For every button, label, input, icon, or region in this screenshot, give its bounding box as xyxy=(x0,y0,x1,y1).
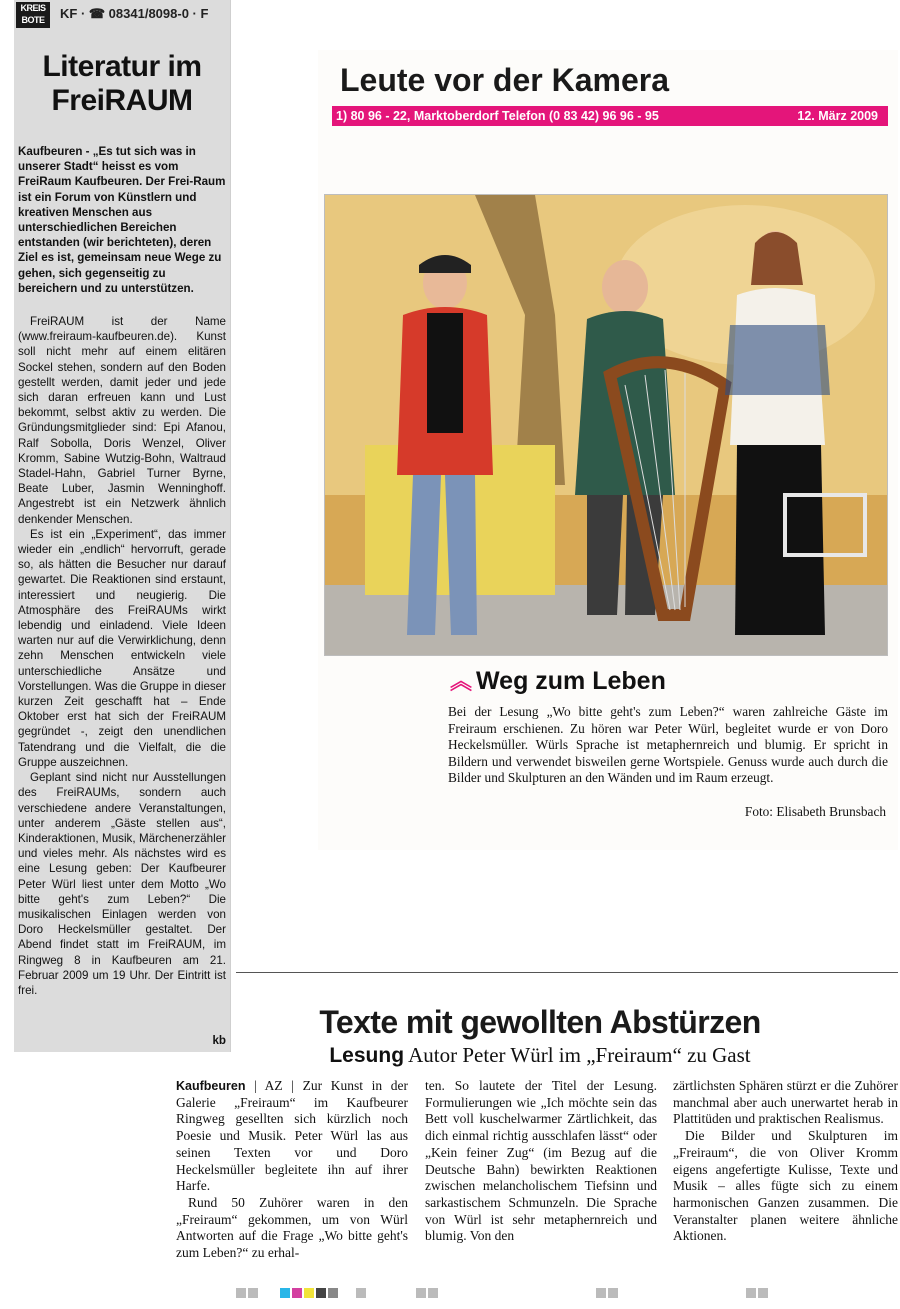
caption-headline xyxy=(450,664,666,699)
calibration-swatch xyxy=(316,1288,326,1298)
subtitle-text: Autor Peter Würl im „Freiraum“ zu Gast xyxy=(408,1043,751,1067)
calibration-swatch xyxy=(236,1288,246,1298)
calibration-swatch xyxy=(328,1288,338,1298)
calibration-swatch xyxy=(304,1288,314,1298)
caption-headline-text: Weg zum Leben xyxy=(476,667,666,695)
contact-line: 1) 80 96 - 22, Marktoberdorf Telefon (0 83 42) 96 96 - 95 xyxy=(336,109,659,123)
intro-paragraph: | AZ | Zur Kunst in der Galerie „Freiraum“ im Kaufbeurer Ringweg gesellten sich kürzlich noch Poesie und Musik. Peter Würl las aus seinen Texten vor und Doro Heckelsmüller begleitete ihn auf ihrer Harfe. xyxy=(176,1078,408,1194)
article-column-3 xyxy=(673,1078,898,1245)
calibration-swatch xyxy=(428,1288,438,1298)
calibration-swatch xyxy=(608,1288,618,1298)
column-3-paragraph: zärtlichsten Sphären stürzt er die Zuhörer manchmal aber auch unerwartet herab in Plattitüden und praktischen Realismus. xyxy=(673,1078,898,1127)
calibration-swatch xyxy=(356,1288,366,1298)
caption-body: Bei der Lesung „Wo bitte geht's zum Leben?“ waren zahlreiche Gäste im Freiraum erschienen. Zu hören war Peter Würl, begleitet wurde er von Doro Heckelsmüller. Würls Sprache ist metaphernreich und blumig. Er spricht in Bildern und verwendet bisweilen gerne Wortspiele. Genuss wurde auch durch die Bilder und Skulpturen an den Wänden und im Raum erzeugt. xyxy=(448,704,888,785)
dateline: Kaufbeuren xyxy=(176,1079,246,1093)
bottom-headline: Texte mit gewollten Abstürzen xyxy=(319,1004,761,1040)
event-photo-illustration xyxy=(325,195,887,655)
left-newspaper-clipping xyxy=(14,0,231,1052)
calibration-swatch xyxy=(746,1288,756,1298)
author-signature: kb xyxy=(212,1034,226,1047)
calibration-swatch xyxy=(280,1288,290,1298)
left-body xyxy=(18,314,226,998)
double-chevron-up-icon: ︽ xyxy=(450,669,473,694)
calibration-swatch xyxy=(416,1288,426,1298)
left-paragraph-1: FreiRAUM ist der Name (www.freiraum-kaufbeuren.de). Kunst soll nicht mehr auf einem elitären Sockel stehen, sondern auf den Boden gestellt werden, damit jeder und jede sich daran erfreuen kann und Lust bekommt, selbst aktiv zu werden. Die Gründungsmitglieder sind: Epi Afanou, Ralf Sobolla, Doris Wenzel, Oliver Kromm, Sabine Wutzig-Bohn, Waltraud Stadel-Hahn, Gabriel Turner Byrne, Beate Luber, Jasmin Wenninghoff. Angestrebt ist ein Netzwerk ähnlich denkender Menschen. xyxy=(18,315,226,526)
left-lead-paragraph: Kaufbeuren - „Es tut sich was in unserer Stadt“ heisst es vom FreiRaum Kaufbeuren. Der Frei-Raum ist ein Forum von Künstlern und kreativen Menschen aus unterschiedlichen Bereichen entstanden (wir berichteten), deren Ziel es ist, gemeinsam neue Wege zu gehen, sich gegenseitig zu bereichern und zu unterstützen. xyxy=(18,145,226,295)
newspaper-logo: KREIS BOTE xyxy=(16,2,50,28)
column-1-paragraph: Rund 50 Zuhörer waren in den „Freiraum“ gekommen, um von Würl Antworten auf die Frage „Wo bitte geht's zum Leben?“ zu erhal- xyxy=(176,1194,408,1261)
calibration-swatch xyxy=(248,1288,258,1298)
left-headline xyxy=(14,50,230,118)
phone-line: KF · ☎ 08341/8098-0 · F xyxy=(60,6,209,21)
left-headline-line-1: Literatur im xyxy=(42,50,202,83)
article-column-1 xyxy=(176,1078,408,1262)
left-paragraph-3: Geplant sind nicht nur Ausstellungen des FreiRAUMs, sondern auch verschiedene andere Veranstaltungen, unter anderem „Gäste stellen aus“, Kinderaktionen, Musik, Märchenerzähler und vieles mehr. Als nächstes wird es eine Lesung geben: Der Kaufbeurer Peter Würl liest unter dem Motto „Wo bitte geht's zum Leben?“ Die musikalischen Einlagen werden von Doro Heckelsmüller gestaltet. Der Abend findet statt im FreiRAUM, im Ringweg 8 in Kaufbeuren am 21. Februar 2009 um 19 Uhr. Der Eintritt ist frei. xyxy=(18,771,226,997)
kicker: Lesung xyxy=(329,1044,405,1067)
article-column-2 xyxy=(425,1078,657,1245)
left-headline-line-2: FreiRAUM xyxy=(51,84,193,117)
section-divider xyxy=(236,972,898,973)
closing-paragraph: Die Bilder und Skulpturen im „Freiraum“, die von Oliver Kromm eigens angefertigte Kulisse, Texte und Musik – alles fügte sich zu einem harmonischen Ganzen zusammen. Die Veranstalter planen weitere ähnliche Aktionen. xyxy=(673,1128,898,1244)
bottom-subtitle xyxy=(230,1042,850,1069)
right-newspaper-clipping xyxy=(318,50,898,850)
issue-date: 12. März 2009 xyxy=(797,109,878,123)
left-paragraph-2: Es ist ein „Experiment“, das immer wieder ein „endlich“ hervorruft, gerade so, als hätten die Besucher nur darauf gewartet. Die Reaktionen sind erstaunt, interessiert und neugierig. Die Atmosphäre des FreiRAUMs wirkt lebendig und einladend. Viele Ideen warten nur auf die Verwirklichung, denn zehn Menschen entwickeln viele unterschiedliche Ansätze und Vorstellungen. Was die Gruppe in dieser kurzen Zeit geschafft hat – Ende Oktober erst hat sich der FreiRAUM gegründet -, zeigt den unendlichen Tatendrang und die Vielfalt, die die Gruppe auszeichnen. xyxy=(18,527,226,769)
calibration-swatch xyxy=(596,1288,606,1298)
calibration-swatch xyxy=(292,1288,302,1298)
column-2-paragraph: ten. So lautete der Titel der Lesung. Formulierungen wie „Ich möchte sein das Bett voll kuschelwarmer Zärtlichkeit, das dich einmal richtig ausschlafen lässt“ oder „Kein feiner Zug“ (im Bezug auf die Deutsche Bahn) bewirkten Reaktionen zwischen melancholischem Tiefsinn und sarkastischem Schmunzeln. Die Sprache von Würl ist sehr metaphernreich und blumig. Von den xyxy=(425,1078,657,1244)
event-photo xyxy=(324,194,888,656)
right-section-title: Leute vor der Kamera xyxy=(340,62,670,98)
contact-bar xyxy=(332,106,888,126)
calibration-swatch xyxy=(758,1288,768,1298)
photo-credit: Foto: Elisabeth Brunsbach xyxy=(744,804,886,819)
